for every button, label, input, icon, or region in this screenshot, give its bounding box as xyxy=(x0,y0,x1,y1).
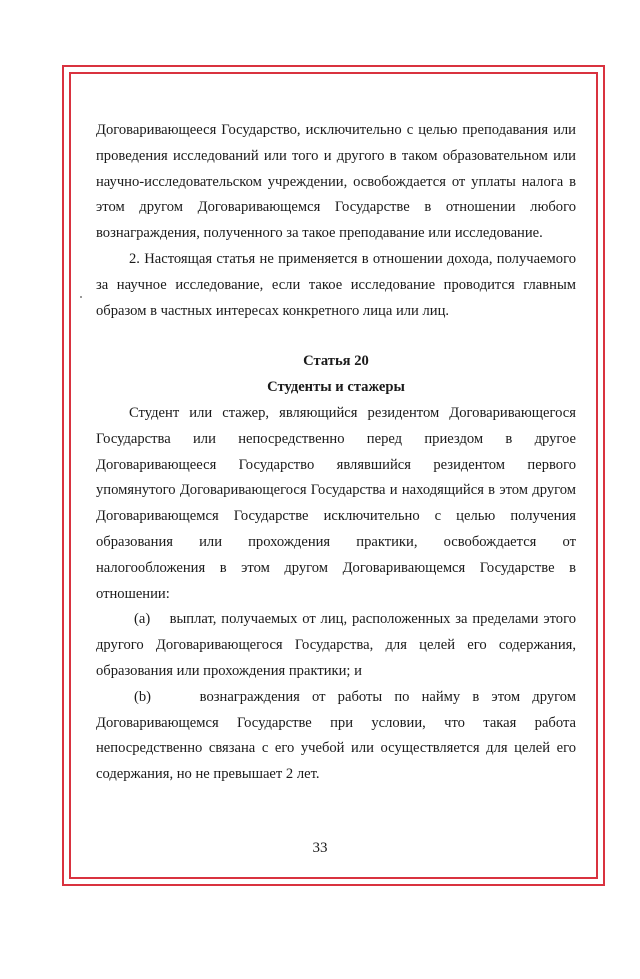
paragraph-continuation: Договаривающееся Государство, исключительно с целью преподавания или проведения исследований или того и другого в таком образовательном или научно-исследовательском учреждении, освобождается от уплаты налога в этом другом Договаривающемся Государстве в отношении любого вознаграждения, полученного за такое преподавание или исследование. xyxy=(96,122,576,242)
article-item-a: (a) выплат, получаемых от лиц, расположенных за пределами этого другого Договаривающегося Государства, для целей его содержания, образования или прохождения практики; и xyxy=(96,611,576,679)
page-number: 33 xyxy=(312,840,328,856)
document-body xyxy=(96,118,576,788)
section-gap xyxy=(96,324,576,349)
paragraph-clause-2: 2. Настоящая статья не применяется в отношении дохода, получаемого за научное исследование, если такое исследование проводится главным образом в частных интересах конкретного лица или лиц. xyxy=(96,250,576,319)
article-item-b: (b) вознаграждения от работы по найму в этом другом Договаривающемся Государстве при условии, что такая работа непосредственно связана с его учебой или осуществляется для целей его содержания, но не превышает 2 лет. xyxy=(96,688,576,783)
scan-speck xyxy=(80,296,82,298)
article-number: Статья 20 xyxy=(303,353,369,370)
article-intro: Студент или стажер, являющийся резидентом Договаривающегося Государства или непосредственно перед приездом в другое Договаривающееся Государство являвшийся резидентом первого упомянутого Договаривающегося Государства и находящийся в этом другом Договаривающемся Государстве исключительно с целью получения образования или прохождения практики, освобождается от налогообложения в этом другом Договаривающемся Государстве в отношении: xyxy=(96,404,576,602)
article-title: Студенты и стажеры xyxy=(267,379,405,396)
